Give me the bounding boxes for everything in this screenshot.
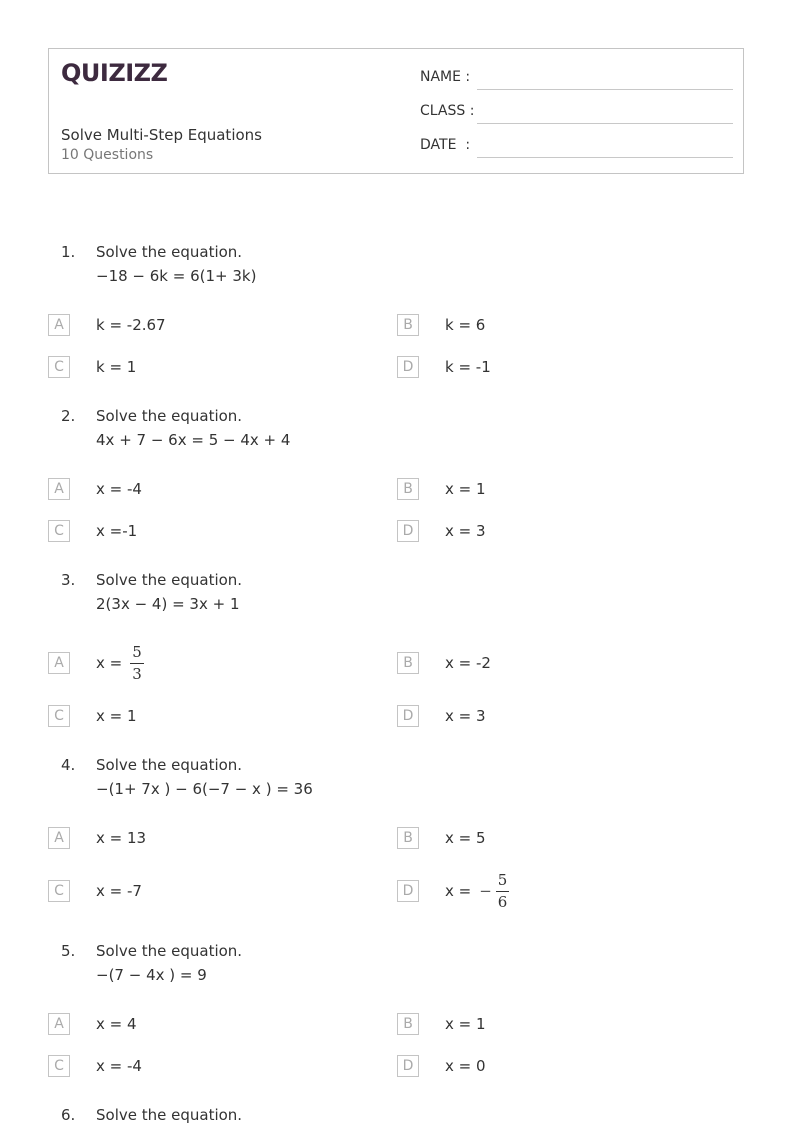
option-text bbox=[445, 870, 509, 911]
date-label: DATE : bbox=[420, 137, 471, 153]
option-text: x = 13 bbox=[96, 829, 147, 847]
option-letter: D bbox=[397, 705, 419, 727]
option-prefix: x = bbox=[445, 882, 472, 900]
option-c[interactable] bbox=[48, 880, 142, 902]
option-b[interactable] bbox=[397, 478, 486, 500]
name-field[interactable] bbox=[420, 69, 470, 85]
question-number: 6. bbox=[61, 1106, 76, 1124]
fraction-numerator: 5 bbox=[496, 873, 510, 892]
option-letter: B bbox=[397, 314, 419, 336]
quizizz-logo: QUIZIZZ bbox=[61, 59, 168, 87]
option-text: k = -1 bbox=[445, 358, 491, 376]
fraction-numerator: 5 bbox=[130, 645, 144, 664]
option-text bbox=[96, 642, 144, 683]
question-number: 5. bbox=[61, 942, 76, 960]
option-letter: B bbox=[397, 1013, 419, 1035]
question-equation: 2(3x − 4) = 3x + 1 bbox=[96, 595, 240, 613]
option-text: x = -7 bbox=[96, 882, 142, 900]
option-a[interactable] bbox=[48, 478, 142, 500]
option-a[interactable] bbox=[48, 827, 147, 849]
date-field[interactable] bbox=[420, 137, 470, 153]
class-field[interactable] bbox=[420, 103, 474, 119]
option-letter: C bbox=[48, 880, 70, 902]
option-letter: C bbox=[48, 1055, 70, 1077]
option-b[interactable] bbox=[397, 314, 486, 336]
question-number: 2. bbox=[61, 407, 76, 425]
option-text: k = 6 bbox=[445, 316, 486, 334]
question-number: 1. bbox=[61, 243, 76, 261]
name-label: NAME : bbox=[420, 69, 471, 85]
option-text: x = 3 bbox=[445, 522, 486, 540]
option-c[interactable] bbox=[48, 356, 137, 378]
option-letter: D bbox=[397, 1055, 419, 1077]
question-count: 10 Questions bbox=[61, 147, 154, 163]
option-d[interactable] bbox=[397, 705, 486, 727]
option-letter: B bbox=[397, 827, 419, 849]
option-letter: D bbox=[397, 356, 419, 378]
question-prompt: Solve the equation. bbox=[96, 1106, 243, 1124]
option-text: x = 3 bbox=[445, 707, 486, 725]
option-d[interactable] bbox=[397, 356, 491, 378]
fraction bbox=[496, 870, 510, 911]
question-equation: −18 − 6k = 6(1+ 3k) bbox=[96, 267, 257, 285]
option-d[interactable] bbox=[397, 870, 508, 911]
question-equation: 4x + 7 − 6x = 5 − 4x + 4 bbox=[96, 431, 291, 449]
option-letter: A bbox=[48, 827, 70, 849]
option-letter: B bbox=[397, 478, 419, 500]
option-b[interactable] bbox=[397, 652, 491, 674]
question-prompt: Solve the equation. bbox=[96, 243, 243, 261]
question-number: 4. bbox=[61, 756, 76, 774]
question-prompt: Solve the equation. bbox=[96, 571, 243, 589]
option-letter: A bbox=[48, 478, 70, 500]
option-d[interactable] bbox=[397, 520, 486, 542]
question-prompt: Solve the equation. bbox=[96, 942, 243, 960]
option-letter: A bbox=[48, 652, 70, 674]
name-line bbox=[477, 89, 733, 90]
option-text: x = 4 bbox=[96, 1015, 137, 1033]
question-equation: −(1+ 7x ) − 6(−7 − x ) = 36 bbox=[96, 780, 313, 798]
question-prompt: Solve the equation. bbox=[96, 756, 243, 774]
option-text: x = -2 bbox=[445, 654, 491, 672]
option-text: k = -2.67 bbox=[96, 316, 166, 334]
option-text: x = -4 bbox=[96, 1057, 142, 1075]
option-letter: D bbox=[397, 520, 419, 542]
worksheet-title: Solve Multi-Step Equations bbox=[61, 126, 262, 144]
option-letter: D bbox=[397, 880, 419, 902]
minus-sign: − bbox=[479, 882, 492, 900]
option-letter: A bbox=[48, 314, 70, 336]
option-text: x = 1 bbox=[445, 1015, 486, 1033]
option-prefix: x = bbox=[96, 654, 123, 672]
option-letter: A bbox=[48, 1013, 70, 1035]
option-c[interactable] bbox=[48, 1055, 142, 1077]
option-d[interactable] bbox=[397, 1055, 486, 1077]
option-c[interactable] bbox=[48, 705, 137, 727]
option-text: x = 1 bbox=[445, 480, 486, 498]
option-text: k = 1 bbox=[96, 358, 137, 376]
option-letter: C bbox=[48, 520, 70, 542]
option-text: x =-1 bbox=[96, 522, 138, 540]
fraction bbox=[130, 642, 144, 683]
question-equation: −(7 − 4x ) = 9 bbox=[96, 966, 207, 984]
option-text: x = 0 bbox=[445, 1057, 486, 1075]
question-prompt: Solve the equation. bbox=[96, 407, 243, 425]
option-a[interactable] bbox=[48, 642, 142, 683]
fraction-denominator: 6 bbox=[497, 892, 508, 911]
option-b[interactable] bbox=[397, 1013, 486, 1035]
option-text: x = -4 bbox=[96, 480, 142, 498]
worksheet-header bbox=[48, 48, 744, 174]
option-text: x = 1 bbox=[96, 707, 137, 725]
option-letter: C bbox=[48, 705, 70, 727]
option-b[interactable] bbox=[397, 827, 486, 849]
date-line bbox=[477, 157, 733, 158]
fraction-denominator: 3 bbox=[132, 664, 142, 683]
option-text: x = 5 bbox=[445, 829, 486, 847]
class-line bbox=[477, 123, 733, 124]
class-label: CLASS : bbox=[420, 103, 475, 119]
option-c[interactable] bbox=[48, 520, 138, 542]
option-a[interactable] bbox=[48, 1013, 137, 1035]
option-letter: C bbox=[48, 356, 70, 378]
option-letter: B bbox=[397, 652, 419, 674]
question-number: 3. bbox=[61, 571, 76, 589]
option-a[interactable] bbox=[48, 314, 166, 336]
